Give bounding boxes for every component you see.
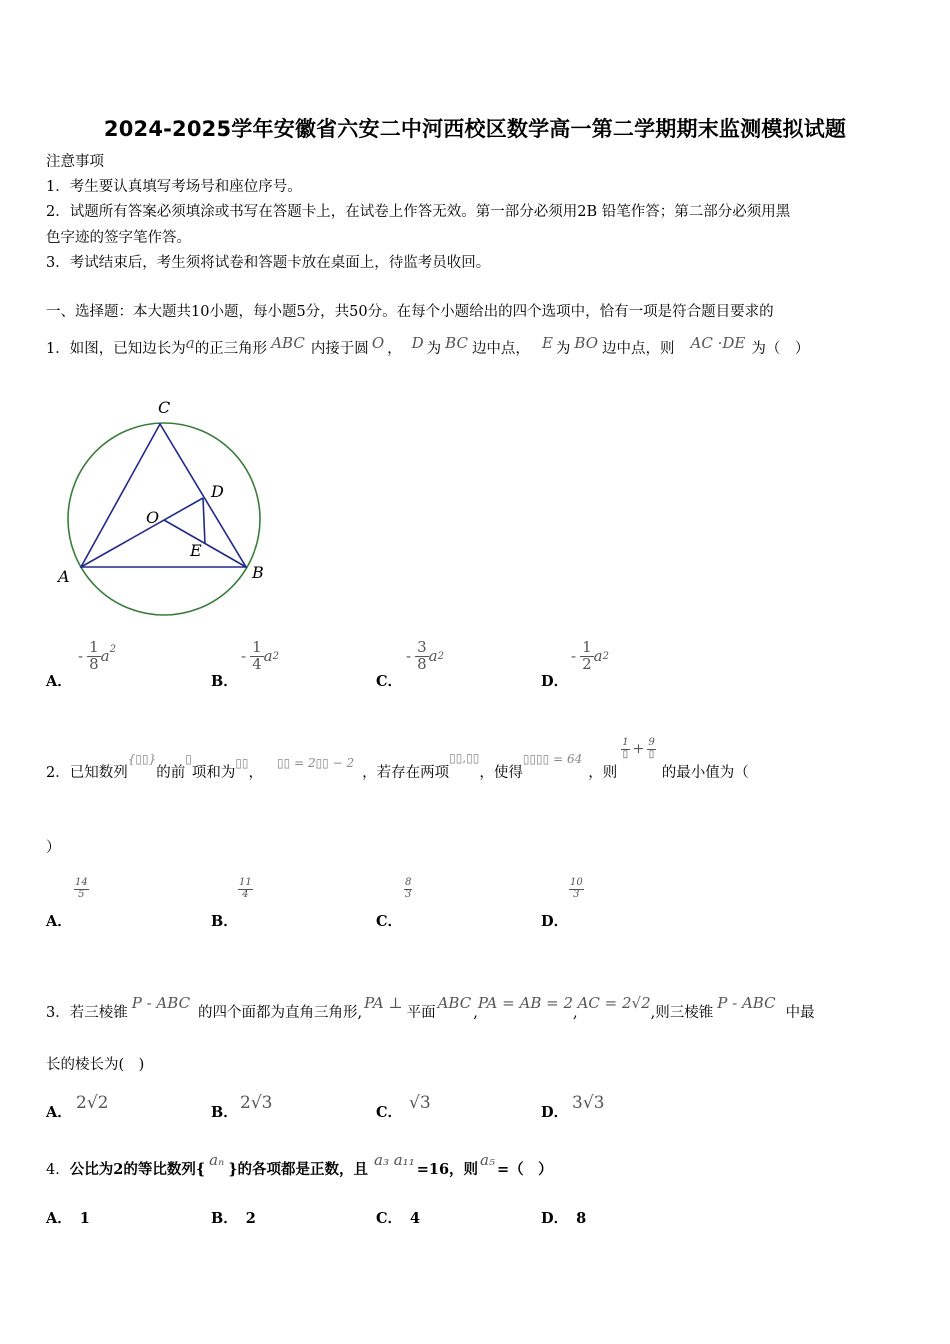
q2-math-4: ▯▯ = 2▯▯ − 2	[277, 756, 355, 770]
option-value: 4	[410, 1210, 421, 1227]
option-label: C．	[376, 1210, 403, 1227]
question-1	[46, 333, 809, 363]
option-label: C．	[376, 673, 403, 690]
q1-math-ac-de: AC ·DE	[690, 334, 746, 352]
q3-text-8: 长的棱长为( )	[46, 1057, 145, 1073]
q4-option-c[interactable]	[376, 1207, 420, 1228]
numerator: 1	[622, 737, 629, 748]
q3-text-3: 平面	[406, 1005, 436, 1021]
q2-math-3: ▯▯	[235, 756, 249, 770]
numerator: 1	[89, 638, 99, 656]
option-value: 2	[245, 1210, 256, 1227]
section-heading: 一、选择题：本大题共10小题，每小题5分，共50分。在每个小题给出的四个选项中，恰有一项是符合题目要求的	[46, 304, 774, 320]
question-4	[46, 1150, 553, 1180]
q4-text-1: 公比为2的等比数列{	[69, 1161, 206, 1178]
q1-text-1: 如图，已知边长为	[69, 341, 186, 357]
question-3	[46, 993, 815, 1025]
numerator: 9	[648, 737, 655, 748]
option-label: A．	[46, 1104, 72, 1121]
q3-math-1: P - ABC	[131, 994, 191, 1012]
denominator: 3	[405, 888, 412, 900]
option-fraction	[404, 878, 412, 900]
option-value: 1	[79, 1210, 90, 1227]
label-b: B	[252, 563, 264, 582]
q2-text-8: 的最小值为（	[661, 765, 749, 781]
q2-number: 2．	[46, 765, 70, 781]
notice-item-1: 1．考生要认真填写考场号和座位序号。	[46, 179, 302, 195]
q3-math-3: ABC	[437, 994, 472, 1012]
option-value: 2√3	[240, 1093, 273, 1113]
q4-option-d[interactable]	[541, 1207, 586, 1228]
option-label: A．	[46, 673, 72, 690]
q3-text-4: ,	[473, 1005, 478, 1021]
q2-text-7: ，则	[588, 765, 618, 781]
q3-text-6: ,则三棱锥	[650, 1005, 714, 1021]
q4-option-b[interactable]	[211, 1207, 256, 1228]
option-value: 2√2	[76, 1093, 109, 1113]
denominator: 5	[78, 888, 85, 900]
q2-text-3: 项和为	[191, 765, 236, 781]
option-value: 8	[576, 1210, 587, 1227]
q1-math-o: O	[371, 334, 385, 352]
q3-math-5: AC = 2√2	[577, 994, 651, 1012]
label-d: D	[211, 482, 224, 501]
q2-math-1: {▯▯}	[127, 752, 157, 766]
option-label: B．	[211, 1210, 238, 1227]
q3-math-4: PA = AB = 2	[477, 994, 573, 1012]
notice-item-2-cont: 色字迹的签字笔作答。	[46, 230, 191, 246]
variable: a	[263, 647, 273, 666]
q3-text-5: ,	[572, 1005, 578, 1021]
minus-sign: -	[241, 647, 247, 666]
denominator: ▯	[648, 748, 655, 760]
numerator: 10	[570, 877, 583, 888]
q2-math-2: ▯	[185, 752, 192, 766]
option-fraction	[569, 878, 584, 900]
variable: a	[593, 647, 603, 666]
option-label: B．	[211, 1104, 238, 1121]
q2-math-5: ▯▯,▯▯	[449, 751, 480, 765]
exponent: 2	[109, 643, 116, 655]
exponent: 2	[272, 650, 279, 662]
numerator: 11	[239, 877, 252, 888]
segment-de	[203, 498, 205, 544]
q1-figure	[50, 390, 280, 625]
option-label: C．	[376, 913, 403, 930]
q2-text-6: ，使得	[479, 765, 523, 781]
q3-number: 3．	[46, 1005, 70, 1021]
option-label: D．	[541, 1210, 569, 1227]
notice-item-2: 2．试题所有答案必须填涂或书写在答题卡上，在试卷上作答无效。第一部分必须用2B 铅笔作答；第二部分必须用黑	[46, 204, 791, 220]
q4-text-2: }的各项都是正数，且	[228, 1161, 369, 1178]
q1-text-8: 边中点，则	[602, 341, 675, 357]
minus-sign: -	[571, 647, 577, 666]
q3-text-2: 的四个面都为直角三角形,	[198, 1005, 363, 1021]
variable: a	[100, 647, 110, 666]
exponent: 2	[437, 650, 444, 662]
q2-text-2: 的前	[156, 765, 186, 781]
option-value: √3	[409, 1093, 431, 1113]
q4-text-3: =16，则	[416, 1161, 479, 1178]
denominator: 8	[89, 654, 99, 673]
numerator: 8	[405, 877, 412, 888]
minus-sign: -	[78, 647, 84, 666]
denominator: 4	[242, 888, 249, 900]
question-2	[46, 735, 749, 785]
denominator: 8	[417, 654, 427, 673]
numerator: 3	[417, 638, 427, 656]
label-o: O	[146, 508, 160, 527]
option-label: D．	[541, 913, 569, 930]
page-title: 2024-2025学年安徽省六安二中河西校区数学高一第二学期期末监测模拟试题	[103, 117, 847, 141]
q1-math-bc: BC	[445, 334, 468, 352]
label-a: A	[58, 567, 70, 586]
variable: a	[428, 647, 438, 666]
q4-math-1: aₙ	[209, 1151, 225, 1169]
minus-sign: -	[406, 647, 412, 666]
q1-text-2: 的正三角形	[194, 341, 268, 357]
q4-math-2: a₃ a₁₁	[374, 1151, 415, 1169]
option-fraction	[238, 878, 253, 900]
label-c: C	[158, 398, 171, 417]
option-label: B．	[211, 913, 238, 930]
q1-math-a: a	[185, 334, 195, 352]
q1-math-abc: ABC	[271, 334, 305, 352]
denominator: 3	[573, 888, 580, 900]
q1-text-3: 内接于圆	[310, 341, 369, 357]
numerator: 1	[252, 638, 262, 656]
q1-text-9: 为（ ）	[751, 341, 810, 357]
numerator: 1	[582, 638, 592, 656]
q3-text-1: 若三棱锥	[69, 1005, 128, 1021]
plus-sign: +	[632, 741, 645, 757]
q3-math-6: P - ABC	[717, 994, 776, 1012]
exponent: 2	[602, 650, 609, 662]
q3-math-2: PA ⊥	[364, 994, 403, 1012]
option-fraction	[74, 878, 89, 900]
denominator: 4	[252, 654, 262, 673]
q1-text-7: 为	[555, 341, 571, 357]
option-label: D．	[541, 1104, 569, 1121]
q1-text-4: ，	[387, 341, 402, 357]
denominator: ▯	[622, 748, 629, 760]
q2-text-5: ，若存在两项	[362, 765, 450, 781]
q1-math-e: E	[541, 334, 553, 352]
circumcircle	[68, 423, 260, 615]
q4-text-4: =（ ）	[497, 1161, 553, 1178]
q1-math-bo: BO	[574, 334, 598, 352]
option-label: C．	[376, 1104, 403, 1121]
notice-item-3: 3．考试结束后，考生须将试卷和答题卡放在桌面上，待监考员收回。	[46, 255, 491, 271]
option-label: D．	[541, 673, 569, 690]
label-e: E	[190, 541, 202, 560]
q4-option-a[interactable]	[46, 1207, 90, 1228]
q1-number: 1．	[46, 341, 70, 357]
notice-heading: 注意事项	[46, 154, 104, 170]
q2-closing: ）	[46, 840, 61, 856]
q1-math-d: D	[411, 334, 424, 352]
q2-text-1: 已知数列	[69, 765, 128, 781]
q2-math-fraction-sum	[621, 738, 655, 760]
option-label: A．	[46, 1210, 72, 1227]
option-label: B．	[211, 673, 238, 690]
option-label: A．	[46, 913, 72, 930]
option-value: 3√3	[572, 1093, 605, 1113]
q1-text-6: 边中点，	[471, 341, 530, 357]
q2-text-4: ，	[248, 765, 264, 781]
q4-math-3: a₅	[480, 1151, 496, 1169]
q2-math-6: ▯▯▯▯ = 64	[522, 752, 583, 766]
q4-number: 4．	[46, 1162, 70, 1178]
numerator: 14	[75, 877, 88, 888]
q3-text-7: 中最	[785, 1005, 815, 1021]
q1-text-5: 为	[426, 341, 442, 357]
denominator: 2	[582, 654, 592, 673]
